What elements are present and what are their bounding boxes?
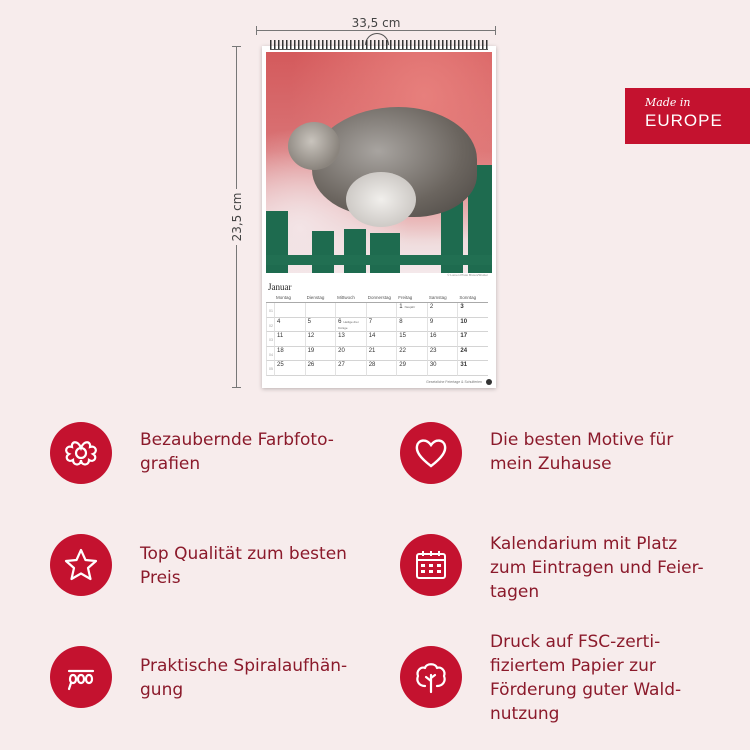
publisher-logo [486,379,492,385]
fence-post [312,231,334,273]
calendar-day: 19 [305,347,336,362]
feature-text: Praktische Spiralaufhän- gung [140,656,348,700]
week-number: 01 [266,303,274,318]
calendar-day: 25 [274,361,305,376]
fence-post [344,229,366,273]
fence-rail [266,255,492,265]
feature-item [400,534,704,604]
feature-text: Die besten Motive für mein Zuhause [490,430,674,474]
week-number-header [266,294,274,303]
width-dimension-line [256,30,496,31]
week-number: 03 [266,332,274,347]
calendar-day: 18 [274,347,305,362]
calendar-day: 15 [396,332,427,347]
calendar-day: 7 [366,318,397,333]
calendar-day: 23 [427,347,458,362]
star-icon [50,534,112,596]
feature-text: Bezaubernde Farbfoto- grafien [140,430,334,474]
feature-item [400,422,673,484]
flower-icon [50,422,112,484]
weekday-header: Dienstag [305,294,336,303]
calendar-day [305,303,336,318]
holiday-note: Heilige drei Könige [338,319,359,330]
feature-item [50,422,334,484]
calendar-day [274,303,305,318]
calendar-grid [266,294,488,376]
calendar-day: 31 [457,361,488,376]
weekday-header: Samstag [427,294,458,303]
calendar-day: 11 [274,332,305,347]
weekday-header: Sonntag [457,294,488,303]
calendar-day [335,303,366,318]
feature-item [50,646,347,708]
calendar-day: 16 [427,332,458,347]
heart-icon [400,422,462,484]
calendar-day: 9 [427,318,458,333]
calendar-day: 12 [305,332,336,347]
height-dimension-label: 23,5 cm [230,152,244,282]
wall-calendar-preview [262,46,496,388]
tree-icon [400,646,462,708]
calendar-day: 1 Neujahr [396,303,427,318]
calendar-day: 29 [396,361,427,376]
made-in-europe-badge [625,88,750,144]
calendar-day: 14 [366,332,397,347]
weekday-header: Freitag [396,294,427,303]
feature-item [50,534,347,596]
width-dimension-label: 33,5 cm [256,16,496,30]
calendar-day: 24 [457,347,488,362]
badge-script-text: Made in [645,96,691,109]
calendar-day: 20 [335,347,366,362]
holiday-note: Neujahr [404,305,416,309]
cat-chest [346,172,416,227]
calendar-icon [400,534,462,596]
calendar-day: 13 [335,332,366,347]
calendar-day: 26 [305,361,336,376]
calendar-month: Januar [268,282,292,292]
calendar-day: 28 [366,361,397,376]
weekday-header: Donnerstag [366,294,397,303]
week-number: 02 [266,318,274,333]
feature-text: Kalendarium mit Platz zum Eintragen und Feier- tagen [490,534,704,602]
calendar-footer-note: Gesetzliche Feiertage & Schulferien [426,380,482,384]
calendar-day: 4 [274,318,305,333]
calendar-day: 27 [335,361,366,376]
cat-head [288,122,340,170]
feature-text: Druck auf FSC-zerti- fiziertem Papier zur Förderung guter Wald- nutzung [490,632,682,724]
weekday-header: Mittwoch [335,294,366,303]
calendar-day: 8 [396,318,427,333]
spiral-icon [50,646,112,708]
cat-photo [266,52,492,273]
badge-label: EUROPE [645,111,723,130]
feature-text: Top Qualität zum besten Preis [140,544,347,588]
calendar-day: 17 [457,332,488,347]
calendar-day: 6 Heilige drei Könige [335,318,366,333]
calendar-day: 2 [427,303,458,318]
calendar-day [366,303,397,318]
calendar-day: 21 [366,347,397,362]
fence-post [370,233,400,273]
weekday-header: Montag [274,294,305,303]
calendar-spiral-binding [270,40,488,50]
calendar-day: 10 [457,318,488,333]
week-number: 05 [266,361,274,376]
photo-credit: © Lumen Photo Brown/Shutter [447,273,488,277]
calendar-day: 30 [427,361,458,376]
week-number: 04 [266,347,274,362]
feature-item [400,632,682,726]
calendar-day: 5 [305,318,336,333]
calendar-day: 3 [457,303,488,318]
calendar-day: 22 [396,347,427,362]
